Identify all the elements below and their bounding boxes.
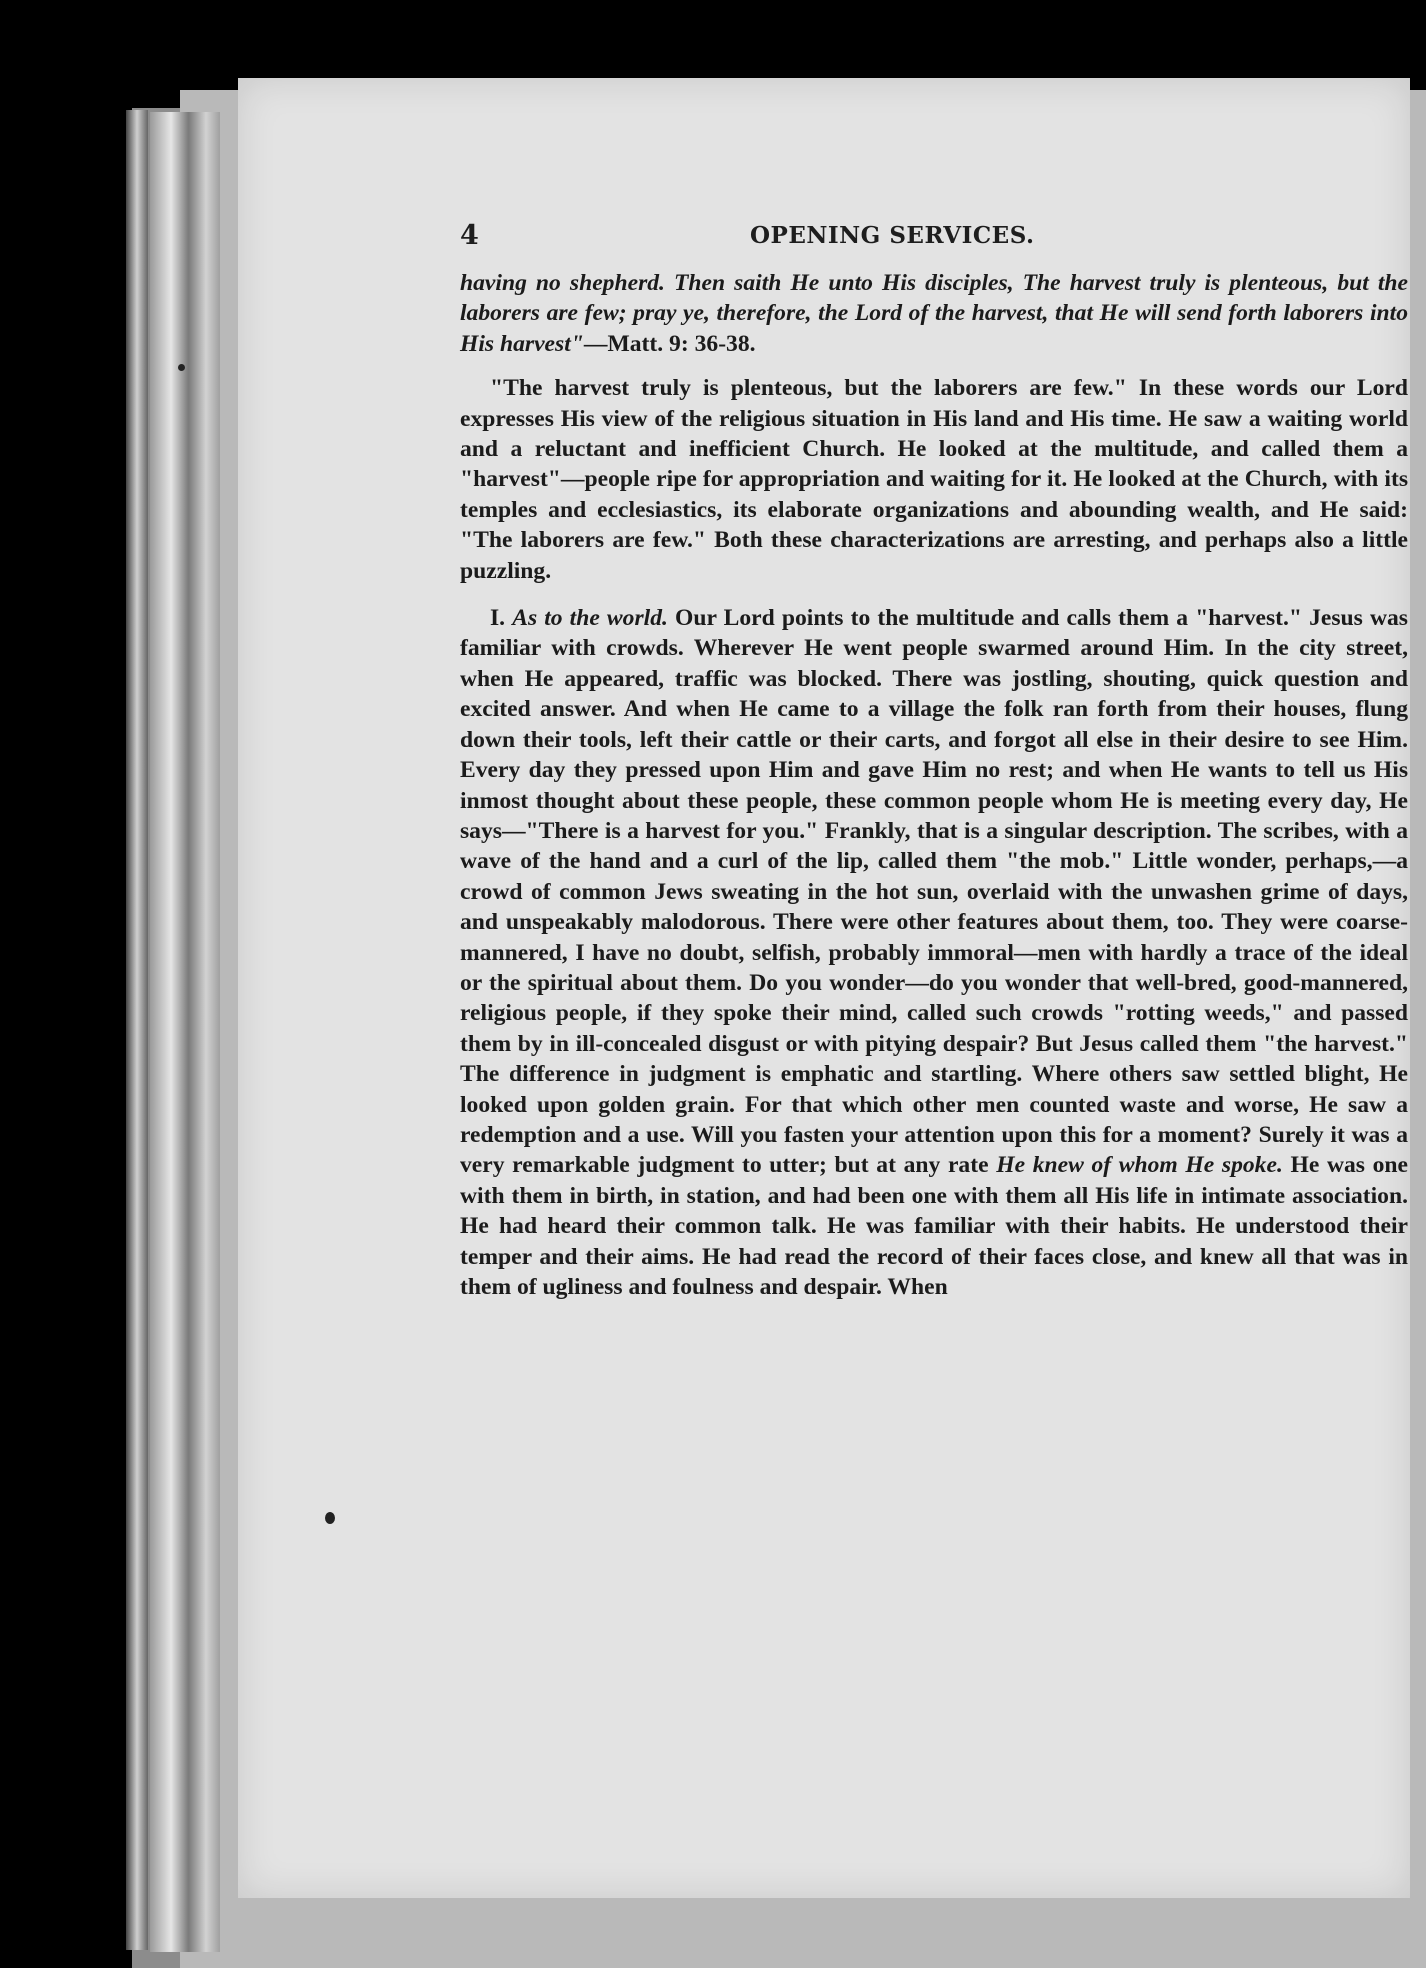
paragraph-2 [460,603,1408,1302]
paragraph-2-text-b: He was one with them in birth, in station, and had been one with them all His life in intimate association. He had heard their common talk. He was familiar with their habits. He understood their temper and their aims. He had read the record of their faces close, and knew all that was in them of ugliness and foulness and despair. When [460,1152,1409,1300]
page-header [460,220,1408,260]
running-head: OPENING SERVICES. [750,222,1035,249]
quote-citation: —Matt. 9: 36-38. [583,330,756,357]
book-page-stack [150,112,220,1952]
page-number: 4 [460,220,479,251]
paragraph-1: "The harvest truly is plenteous, but the laborers are few." In these words our Lord expresses His view of the religious situation in His land and His time. He saw a waiting world and a reluctant and inefficient Church. He looked at the multitude, and called them a "harvest"—people ripe for appropriation and waiting for it. He looked at the Church, with its temples and ecclesiastics, its elaborate organizations and abounding wealth, and He said: "The laborers are few." Both these characterizations are arresting, and perhaps also a little puzzling. [460,375,1408,584]
book-page [238,78,1410,1898]
quote-text: having no shepherd. Then saith He unto His disciples, The harvest truly is plenteous, but the laborers are few; pray ye, therefore, the Lord of the harvest, that He will send forth laborers into His harvest" [460,270,1408,357]
emphasis-phrase: He knew of whom He spoke. [996,1152,1283,1179]
paragraph-2-text-a: Our Lord points to the multitude and calls them a "harvest." Jesus was familiar with crowds. Wherever He went people swarmed around Him. In the city street, when He appeared, traffic was blocked. There was jostling, shouting, quick question and excited answer. And when He came to a village the folk ran forth from their houses, flung down their tools, left their cattle or their carts, and forgot all else in their desire to see Him. Every day they pressed upon Him and gave Him no rest; and when He wants to tell us His inmost thought about these people, these common people whom He is meeting every day, He says—"There is a harvest for you." Frankly, that is a singular description. The scribes, with a wave of the hand and a curl of the lip, called them "the mob." Little wonder, perhaps,—a crowd of common Jews sweating in the hot sun, overlaid with the unwashen grime of days, and unspeakably malodorous. There were other features about them, too. They were coarse-mannered, I have no doubt, selfish, probably immoral—men with hardly a trace of the ideal or the spiritual about them. Do you wonder—do you wonder that well-bred, good-mannered, religious people, if they spoke their mind, called such crowds "rotting weeds," and passed them by in ill-concealed disgust or with pitying despair? But Jesus called them "the harvest." The difference in judgment is emphatic and startling. Where others saw settled blight, He looked upon golden grain. For that which other men counted waste and worse, He saw a redemption and a use. Will you fasten your attention upon this for a moment? Surely it was a very remarkable judgment to utter; but at any rate [460,605,1408,1179]
page-body [460,268,1408,1302]
book-binding-edge [126,110,148,1950]
scripture-quote [460,268,1408,359]
section-numeral: I. [490,605,506,632]
dust-speck [325,1512,335,1524]
dust-speck [178,364,185,371]
section-lead: As to the world. [512,605,668,632]
